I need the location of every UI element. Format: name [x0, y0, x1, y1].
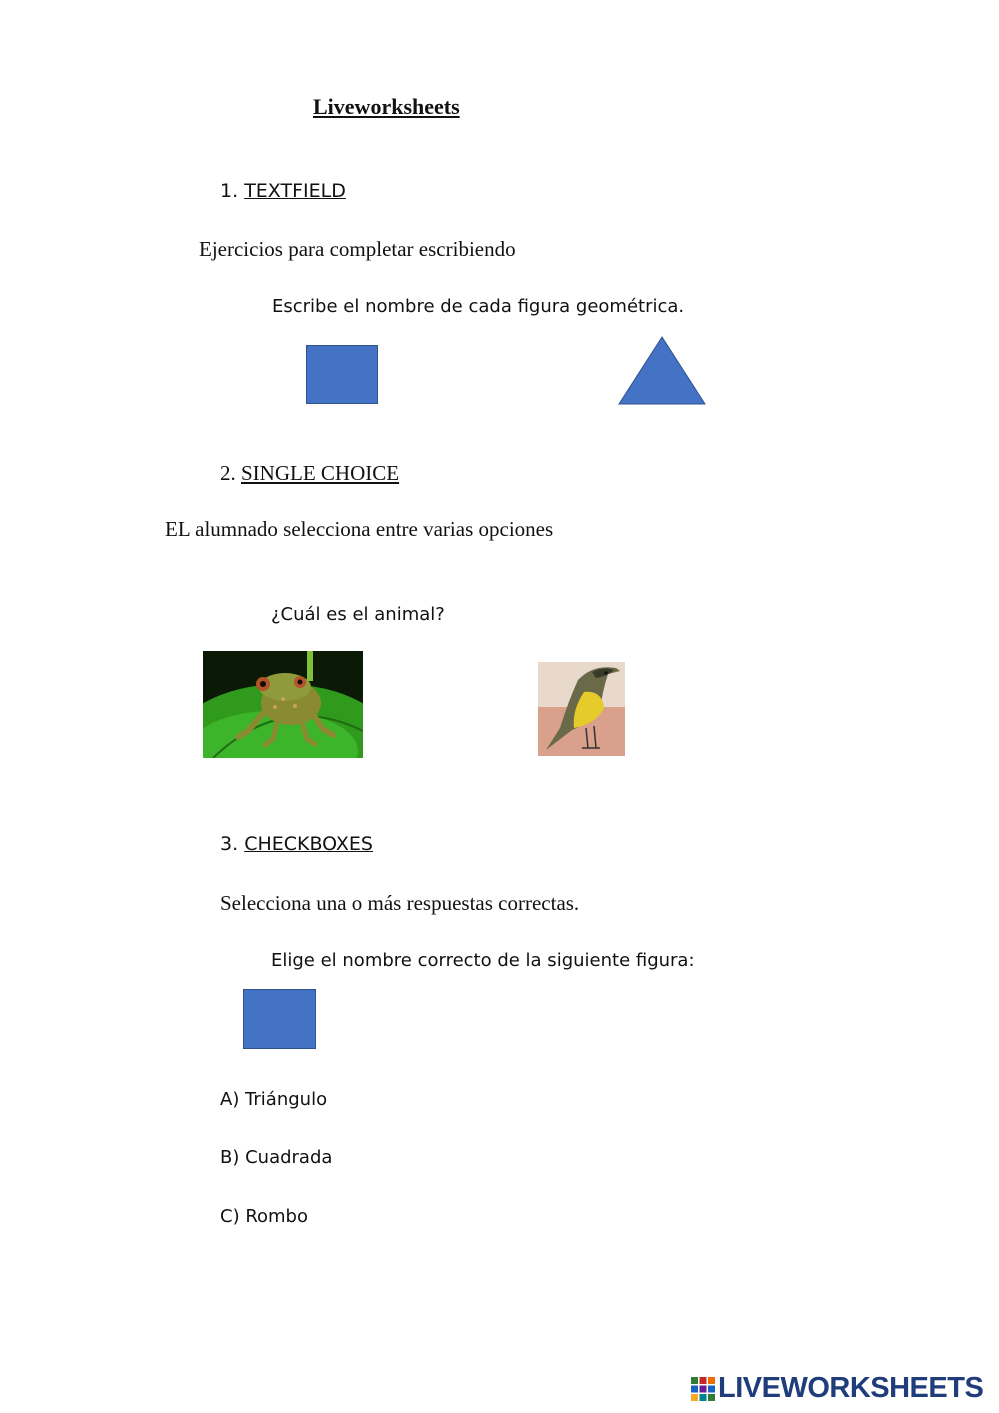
section-number: 1. — [220, 180, 239, 202]
triangle-shape — [618, 335, 708, 407]
logo-wordmark: LIVEWORKSHEETS — [718, 1372, 984, 1404]
exercise-instruction: Elige el nombre correcto de la siguiente figura: — [271, 950, 695, 971]
section-description: Ejercicios para completar escribiendo — [199, 237, 516, 261]
exercise-question: ¿Cuál es el animal? — [271, 604, 445, 625]
exercise-instruction: Escribe el nombre de cada figura geométrica. — [272, 296, 685, 317]
page-title: Liveworksheets — [313, 94, 460, 119]
square-shape — [306, 345, 378, 404]
logo-icon — [690, 1376, 716, 1402]
section-description: Selecciona una o más respuestas correctas. — [220, 891, 580, 915]
section-description: EL alumnado selecciona entre varias opciones — [165, 517, 554, 541]
bird-image[interactable] — [538, 662, 625, 756]
answer-option-b[interactable]: B) Cuadrada — [220, 1147, 333, 1168]
section-number: 2. — [220, 461, 236, 485]
section-heading-textfield — [220, 180, 346, 202]
frog-image[interactable] — [203, 651, 363, 758]
section-number: 3. — [220, 833, 239, 855]
answer-option-a[interactable]: A) Triángulo — [220, 1089, 328, 1110]
section-title: SINGLE CHOICE — [241, 461, 400, 485]
square-shape — [243, 989, 316, 1049]
section-title: CHECKBOXES — [244, 833, 373, 855]
section-heading-checkboxes — [220, 833, 373, 855]
answer-option-c[interactable]: C) Rombo — [220, 1206, 308, 1227]
section-heading-single-choice — [220, 461, 399, 486]
section-title: TEXTFIELD — [244, 180, 346, 202]
